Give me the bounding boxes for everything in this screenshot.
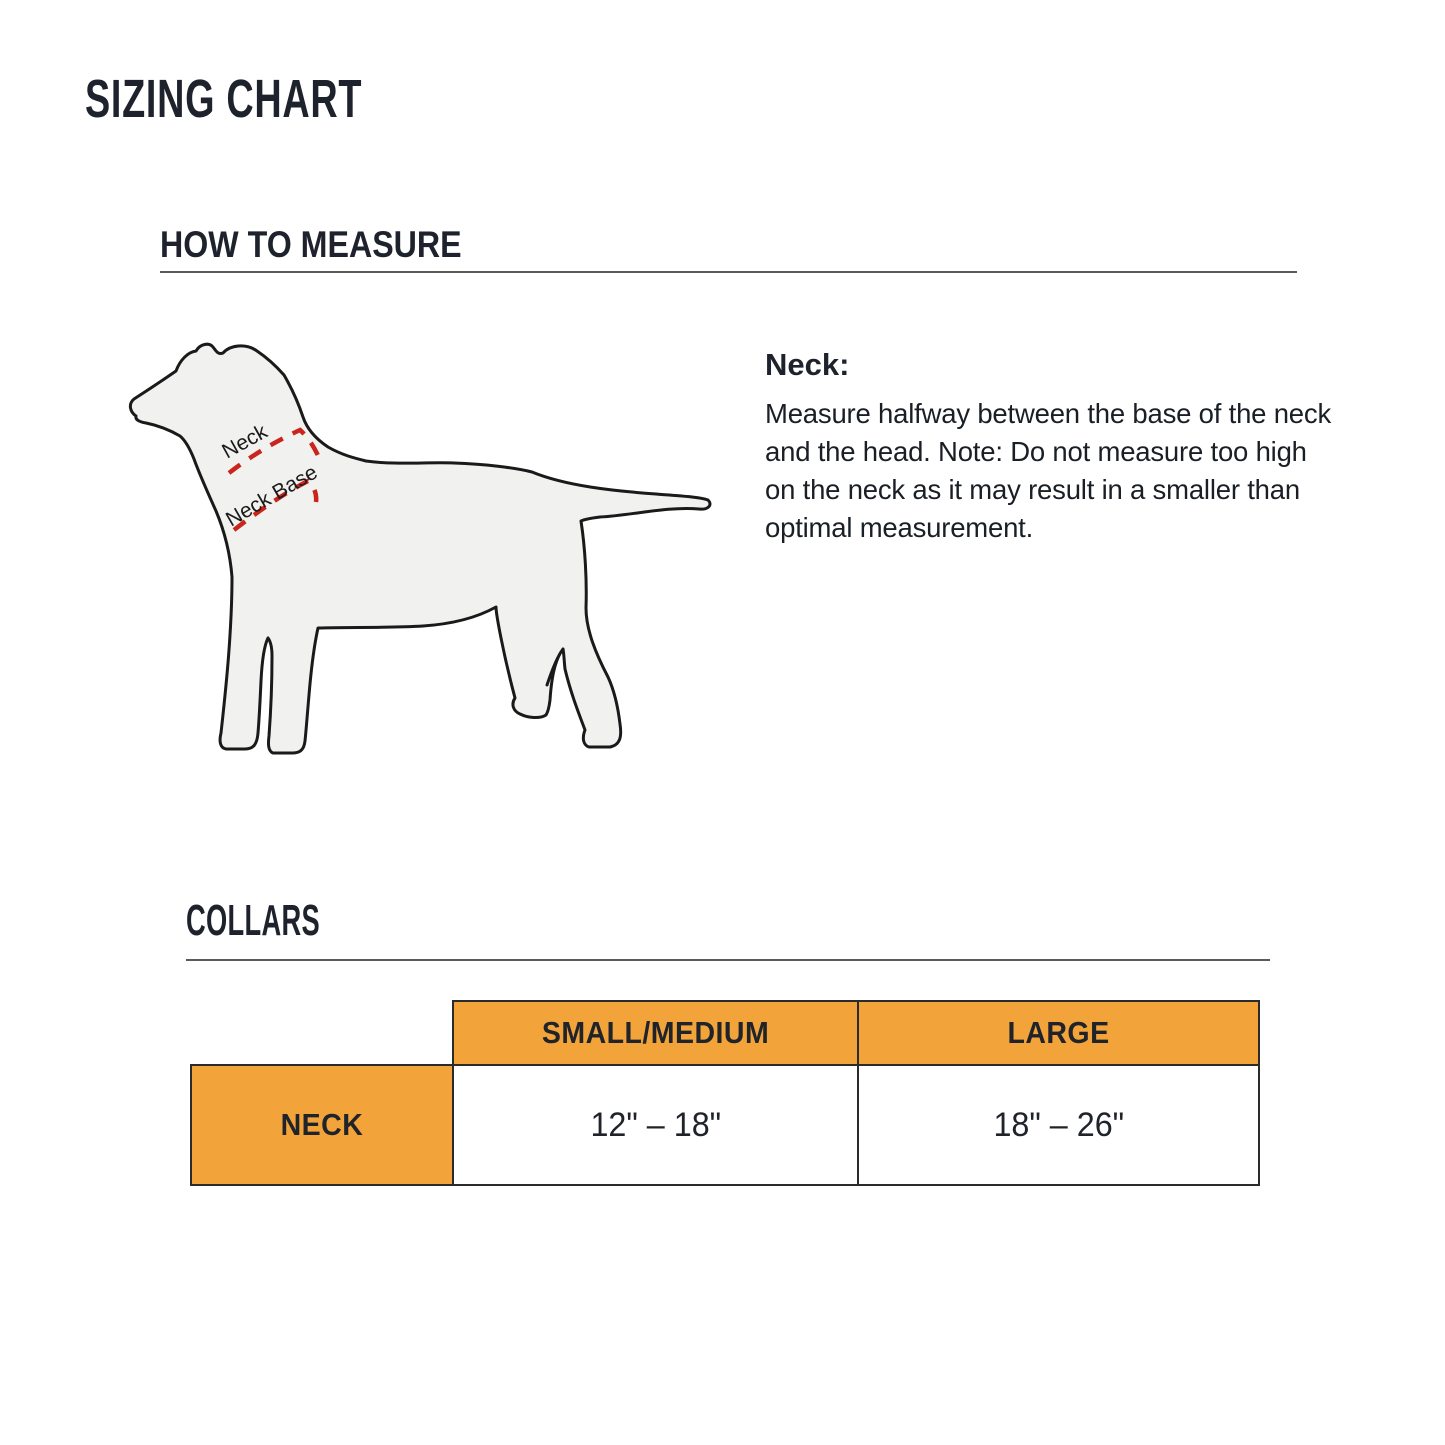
neck-instructions-line: and the head. Note: Do not measure too high [765, 436, 1307, 468]
dog-measurement-diagram [108, 338, 728, 768]
section-divider [186, 959, 1270, 961]
collars-heading: COLLARS [186, 896, 321, 945]
column-header-label: SMALL/MEDIUM [541, 1015, 770, 1050]
empty-corner-cell [191, 1001, 453, 1065]
value-label: 18" – 26" [993, 1105, 1124, 1144]
page-title: SIZING CHART [85, 69, 363, 129]
value-cell-small-medium [453, 1065, 858, 1185]
collars-sizing-table [190, 1000, 1260, 1186]
column-header-small-medium [453, 1001, 858, 1065]
table-row [191, 1065, 1259, 1185]
neck-instructions-heading: Neck: [765, 347, 850, 382]
dog-silhouette [130, 344, 710, 753]
value-cell-large [858, 1065, 1259, 1185]
column-header-label: LARGE [1007, 1015, 1110, 1050]
neck-instructions-line: optimal measurement. [765, 512, 1034, 544]
value-label: 12" – 18" [590, 1105, 721, 1144]
neck-line-label: Neck [218, 420, 272, 464]
table-header-row [191, 1001, 1259, 1065]
row-header-neck [191, 1065, 453, 1185]
neck-instructions [765, 348, 1331, 547]
column-header-large [858, 1001, 1259, 1065]
section-divider [160, 271, 1297, 273]
row-header-label: NECK [280, 1107, 364, 1142]
neck-base-line-label: Neck Base [222, 460, 322, 532]
how-to-measure-heading: HOW TO MEASURE [160, 224, 462, 265]
neck-instructions-line: on the neck as it may result in a smaller than [765, 474, 1300, 506]
neck-instructions-line: Measure halfway between the base of the neck [765, 398, 1332, 430]
